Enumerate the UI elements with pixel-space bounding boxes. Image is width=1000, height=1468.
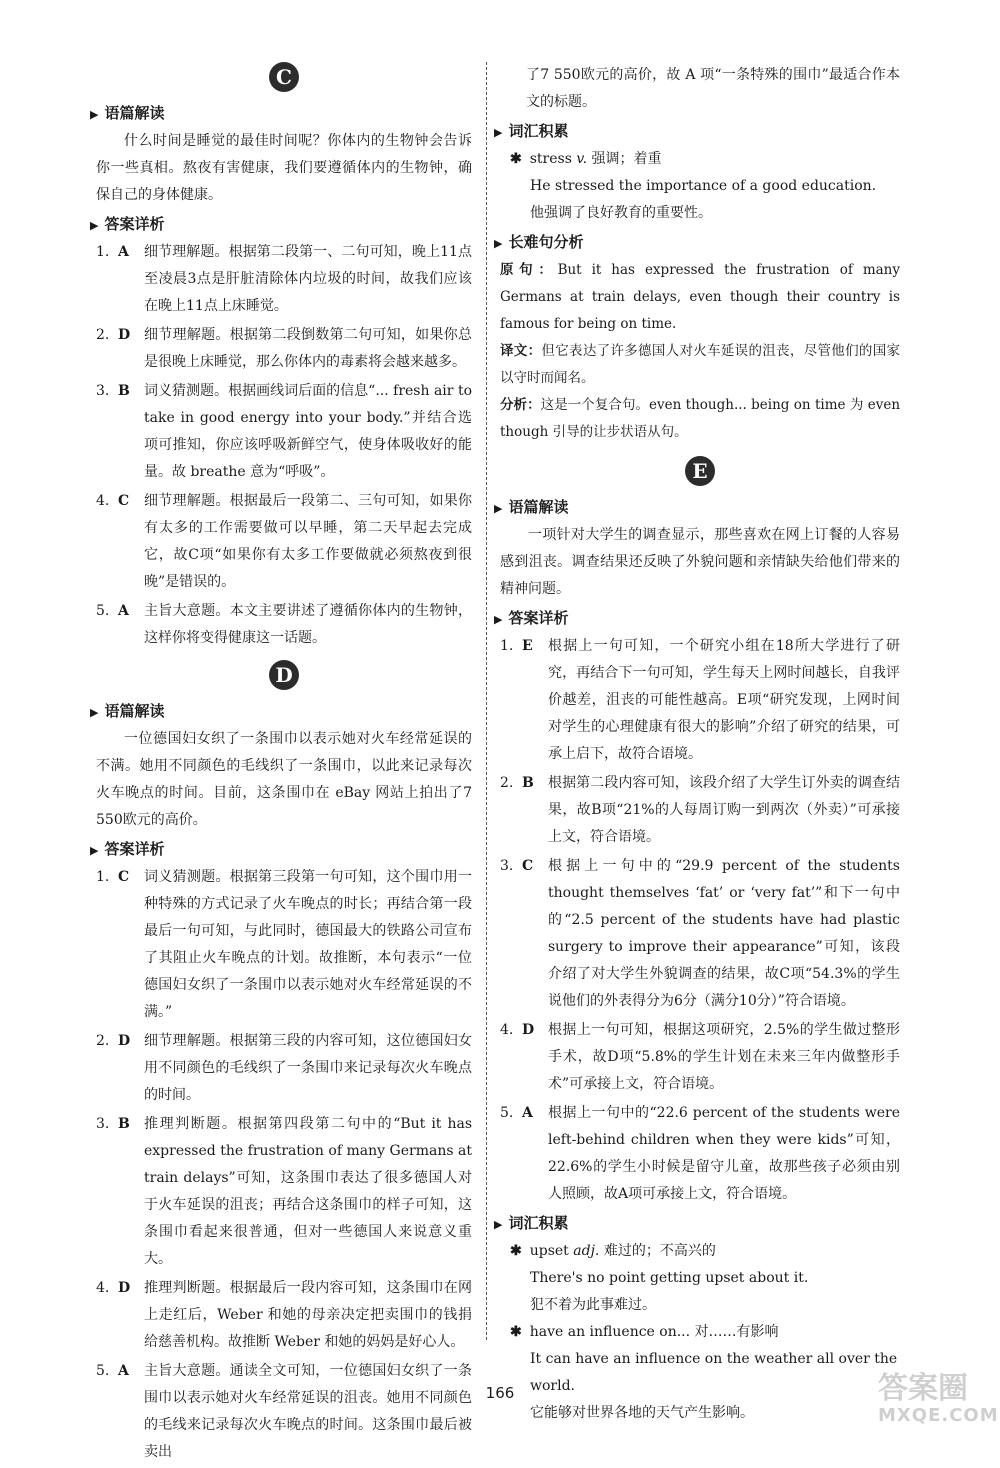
section-e-answers-heading: ▶ 答案详析 xyxy=(494,609,569,627)
answer-item: 2. D 细节理解题。根据第二段倒数第二句可知，如果你总是很晚上床睡觉，那么你体内的毒素将会越来越多。 xyxy=(96,327,472,370)
vocab-entry: ✱ have an influence on... 对……有影响 xyxy=(510,1324,779,1340)
section-c-passage: 什么时间是睡觉的最佳时间呢？你体内的生物钟会告诉你一些真相。熬夜有害健康，我们要遵循体内的生物钟，确保自己的身体健康。 xyxy=(96,133,472,203)
answer-item: 3. B 词义猜测题。根据画线词后面的信息“... fresh air to take in good energy into your body.”并结合选项可推知，你应该呼吸新鲜空气，使身体吸收好的能量。故 breathe 意为“呼吸”。 xyxy=(96,383,472,480)
sentence-analysis-text: 分析：这是一个复合句。even though... being on time 为 even though 引导的让步状语从句。 xyxy=(500,397,901,440)
vocab-example-en: It can have an influence on the weather all over the world. xyxy=(530,1351,898,1394)
answer-item: 5. A 主旨大意题。本文主要讲述了遵循你体内的生物钟，这样你将变得健康这一话题。 xyxy=(96,603,472,646)
sentence-translation: 译文：但它表达了许多德国人对火车延误的沮丧，尽管他们的国家以守时而闻名。 xyxy=(500,343,901,386)
section-d-answers-heading: ▶ 答案详析 xyxy=(90,840,165,858)
vocab-entry: ✱ stress v. 强调；着重 xyxy=(510,151,662,167)
vocab-example-zh: 他强调了良好教育的重要性。 xyxy=(530,205,712,221)
star-icon: ✱ xyxy=(510,1243,522,1259)
section-c-badge: C xyxy=(96,62,472,92)
answer-item: 3. B 推理判断题。根据第四段第二句中的“But it has expressed the frustration of many Germans at train delays”可知，这条围巾表达了很多德国人对于火车延误的沮丧；再结合这条围巾的样子可知，这条围巾看起来很普通，但对一些德国人来说意义重大。 xyxy=(96,1116,472,1267)
star-icon: ✱ xyxy=(510,1324,522,1340)
sentence-analysis xyxy=(500,257,900,446)
section-c-answers-heading: ▶ 答案详析 xyxy=(90,215,165,233)
answer-item: 5. A 根据上一句中的“22.6 percent of the students were left-behind children when they were kids”可知，22.6%的学生小时候是留守儿童，故那些孩子必须由别人照顾，故A项可承接上文，符合语境。 xyxy=(500,1105,900,1202)
section-d-sentence-heading: ▶ 长难句分析 xyxy=(494,233,584,251)
left-column xyxy=(90,62,472,1468)
vocab-example-zh: 它能够对世界各地的天气产生影响。 xyxy=(530,1405,754,1421)
section-e-passage-heading: ▶ 语篇解读 xyxy=(494,498,569,516)
watermark-logo: 答案圈 MXQE.COM xyxy=(878,1371,999,1426)
answer-item: 2. B 根据第二段内容可知，该段介绍了大学生订外卖的调查结果，故B项“21%的人每周订购一到两次（外卖）”可承接上文，符合语境。 xyxy=(500,775,900,845)
section-d-answer-continuation: 了7 550欧元的高价，故 A 项“一条特殊的围巾”最适合作本文的标题。 xyxy=(526,67,900,110)
star-icon: ✱ xyxy=(510,151,522,167)
sentence-original: 原句：But it has expressed the frustration of many Germans at train delays, even though their country is famous for being on time. xyxy=(500,262,901,332)
section-c-passage-heading: ▶ 语篇解读 xyxy=(90,104,165,122)
answer-item: 1. A 细节理解题。根据第二段第一、二句可知，晚上11点至凌晨3点是肝脏清除体内垃圾的时间，故我们应该在晚上11点上床睡觉。 xyxy=(96,244,472,314)
answer-item: 2. D 细节理解题。根据第三段的内容可知，这位德国妇女用不同颜色的毛线织了一条围巾来记录每次火车晚点的时间。 xyxy=(96,1033,472,1103)
section-d-vocab-heading: ▶ 词汇积累 xyxy=(494,122,569,140)
vocab-example-en: He stressed the importance of a good education. xyxy=(530,178,877,194)
section-e-answer-list xyxy=(500,633,900,1208)
answer-item: 4. D 根据上一句可知，根据这项研究，2.5%的学生做过整形手术，故D项“5.8%的学生计划在未来三年内做整形手术”可承接上文，符合语境。 xyxy=(500,1022,900,1092)
section-d-answer-list xyxy=(96,864,472,1466)
answer-item: 4. D 推理判断题。根据最后一段内容可知，这条围巾在网上走红后，Weber 和她的母亲决定把卖围巾的钱捐给慈善机构。故推断 Weber 和她的妈妈是好心人。 xyxy=(96,1280,472,1350)
section-d-passage: 一位德国妇女织了一条围巾以表示她对火车经常延误的不满。她用不同颜色的毛线织了一条围巾，以此来记录每次火车晚点的时间。目前，这条围巾在 eBay 网站上拍出了7 550欧元的高价。 xyxy=(96,731,472,828)
section-d-badge: D xyxy=(96,660,472,690)
column-divider xyxy=(486,62,487,1340)
right-column xyxy=(494,62,901,1427)
answer-item: 1. C 词义猜测题。根据第三段第一句可知，这个围巾用一种特殊的方式记录了火车晚点的时长；再结合第一段最后一句可知，与此同时，德国最大的铁路公司宣布了其阻止火车晚点的计划。故推断，本句表示“一位德国妇女织了一条围巾以表示她对火车经常延误的不满。” xyxy=(96,869,472,1020)
vocab-example-zh: 犯不着为此事难过。 xyxy=(530,1297,656,1313)
vocab-entry: ✱ upset adj. 难过的；不高兴的 xyxy=(510,1243,716,1259)
section-e-passage: 一项针对大学生的调查显示，那些喜欢在网上订餐的人容易感到沮丧。调查结果还反映了外貌问题和亲情缺失给他们带来的精神问题。 xyxy=(500,527,900,597)
section-e-vocab-heading: ▶ 词汇积累 xyxy=(494,1214,569,1232)
answer-item: 5. A 主旨大意题。通读全文可知，一位德国妇女织了一条围巾以表示她对火车经常延误的沮丧。她用不同颜色的毛线来记录每次火车晚点的时间。这条围巾最后被卖出 xyxy=(96,1363,472,1460)
answer-item: 1. E 根据上一句可知，一个研究小组在18所大学进行了研究，再结合下一句可知，学生每天上网时间越长，自我评价越差，沮丧的可能性越高。E项“研究发现，上网时间对学生的心理健康有很大的影响”介绍了研究的结果，可承上启下，故符合语境。 xyxy=(500,638,900,762)
section-c-answer-list xyxy=(96,239,472,652)
answer-item: 3. C 根据上一句中的“29.9 percent of the students thought themselves ‘fat’ or ‘very fat’”和下一句中的“2.5 percent of the students have had plastic surgery to improve their appearance”可知，该段介绍了对大学生外貌调查的结果，故C项“54.3%的学生说他们的外表得分为6分（满分10分）”符合语境。 xyxy=(500,858,900,1009)
answer-item: 4. C 细节理解题。根据最后一段第二、三句可知，如果你有太多的工作需要做可以早睡，第二天早起去完成它，故C项“如果你有太多工作要做就必须熬夜到很晚”是错误的。 xyxy=(96,493,472,590)
section-e-badge: E xyxy=(500,456,900,486)
vocab-example-en: There's no point getting upset about it. xyxy=(530,1270,809,1286)
section-d-passage-heading: ▶ 语篇解读 xyxy=(90,702,165,720)
page-number: 166 xyxy=(485,1384,515,1402)
